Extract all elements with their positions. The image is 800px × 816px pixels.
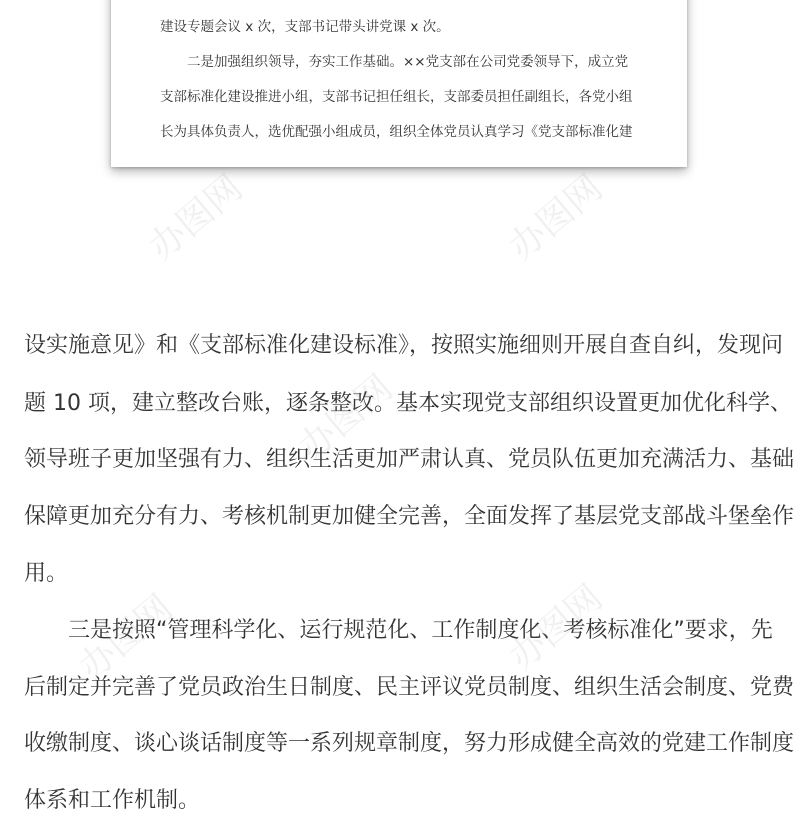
body-text-line: 三是按照“管理科学化、运行规范化、工作制度化、考核标准化”要求，先 [24,618,773,643]
card-text-line: 建设专题会议 x 次，支部书记带头讲党课 x 次。 [160,19,450,35]
watermark: 办图网 [501,577,611,679]
card-text-line: 长为具体负责人，选优配强小组成员，组织全体党员认真学习《党支部标准化建 [160,124,633,140]
body-text-line: 保障更加充分有力、考核机制更加健全完善，全面发挥了基层党支部战斗堡垒作 [24,504,795,529]
watermark: 办图网 [501,167,611,269]
card-text-line: 二是加强组织领导，夯实工作基础。××党支部在公司党委领导下，成立党 [160,54,629,70]
body-text-line: 题 10 项，建立整改台账，逐条整改。基本实现党支部组织设置更加优化科学、 [24,391,792,416]
body-text-line: 收缴制度、谈心谈话制度等一系列规章制度，努力形成健全高效的党建工作制度 [24,731,795,756]
watermark: 办图网 [71,587,181,689]
body-text-line: 设实施意见》和《支部标准化建设标准》，按照实施细则开展自查自纠，发现问 [24,333,784,358]
body-text-line: 用。 [24,561,69,586]
watermark: 办图网 [141,167,251,269]
card-text-line: 支部标准化建设推进小组，支部书记担任组长，支部委员担任副组长，各党小组 [160,89,633,105]
card-text-line [160,0,633,2]
body-text-line: 体系和工作机制。 [24,788,201,813]
body-text-line: 领导班子更加坚强有力、组织生活更加严肃认真、党员队伍更加充满活力、基础 [24,447,795,472]
body-text-line: 后制定并完善了党员政治生日制度、民主评议党员制度、组织生活会制度、党费 [24,675,795,700]
document-preview-card [111,0,687,167]
watermark: 办图网 [291,367,401,469]
